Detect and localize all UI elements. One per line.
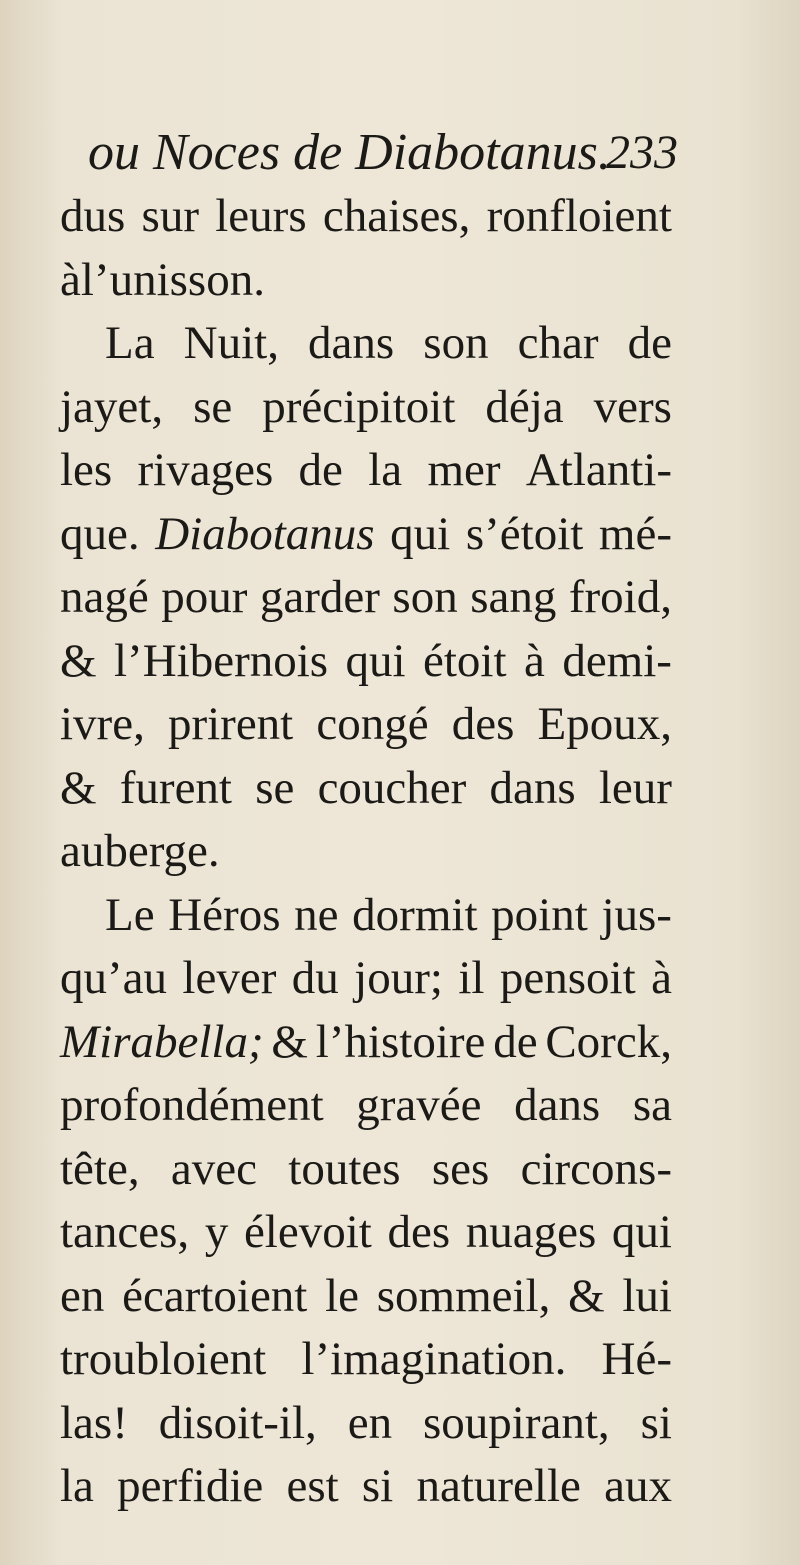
text-line: troubloient l’imagination. Hé- <box>60 1333 672 1385</box>
page-number: 233 <box>606 126 678 179</box>
text-line: La Nuit, dans son char de <box>105 317 672 369</box>
text-line: & l’Hibernois qui étoit à demi- <box>60 634 672 687</box>
text-line: jayet, se précipitoit déja vers <box>60 380 672 433</box>
text-line: profondément gravée dans sa <box>60 1079 672 1131</box>
page-header <box>88 118 678 188</box>
running-title: ou Noces de Diabotanus. <box>88 124 611 181</box>
text-line: que. Diabotanus qui s’étoit mé- <box>60 507 672 560</box>
text-line: nagé pour garder son sang froid, <box>60 571 672 623</box>
text-line: & furent se coucher dans leur <box>60 761 672 814</box>
text-line: tances, y élevoit des nuages qui <box>60 1206 672 1258</box>
text-line: à l’unisson. <box>60 253 265 306</box>
text-line: la perfidie est si naturelle aux <box>60 1460 672 1512</box>
text-line: dus sur leurs chaises, ronfloient <box>60 190 672 242</box>
text-line: Le Héros ne dormit point jus- <box>105 888 672 941</box>
text-line: las! disoit-il, en soupirant, si <box>60 1396 672 1449</box>
text-line: ivre, prirent congé des Epoux, <box>60 698 672 750</box>
text-line: Mirabella; & l’histoire de Corck, <box>60 1015 672 1068</box>
body-text <box>60 185 672 1519</box>
text-line: en écartoient le sommeil, & lui <box>60 1269 672 1322</box>
text-line: qu’au lever du jour; il pensoit à <box>60 952 672 1004</box>
text-line: auberge. <box>60 825 220 877</box>
text-line: les rivages de la mer Atlanti- <box>60 444 672 496</box>
text-line: tête, avec toutes ses circons- <box>60 1142 672 1195</box>
